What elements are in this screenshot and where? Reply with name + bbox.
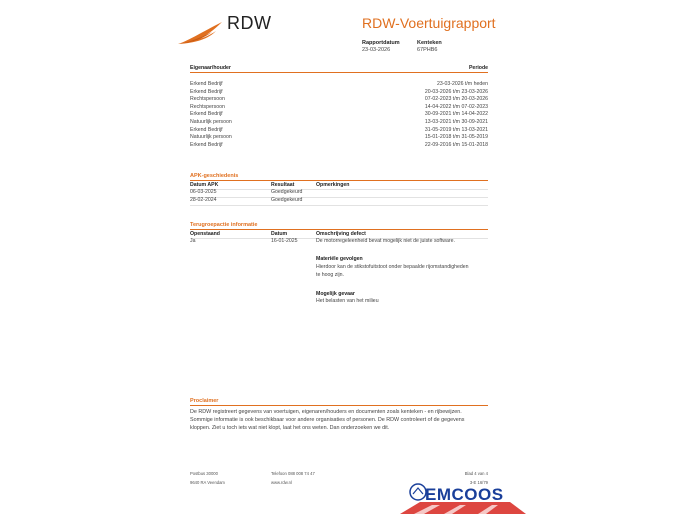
owners-col-right: Periode: [468, 65, 488, 71]
stamp-text: EMCOOS: [425, 485, 504, 504]
owner-period: 23-03-2026 t/m heden: [436, 81, 488, 87]
table-row: [190, 104, 488, 112]
footer-code: 3-E 16/79: [469, 480, 488, 485]
apk-title-rule: [190, 180, 488, 181]
owner-period: 13-03-2021 t/m 30-09-2021: [424, 118, 488, 125]
recall-date: 16-01-2025: [271, 238, 298, 244]
owner-period: 30-09-2021 t/m 14-04-2022: [424, 111, 488, 118]
recall-col-desc: Omschrijving defect: [316, 231, 366, 237]
consequences-line-1: Hierdoor kan de stikstofuitstoot onder bepaalde rijomstandigheden: [316, 264, 469, 270]
brand-name: RDW: [227, 13, 272, 33]
disclaimer-rule: [190, 405, 488, 406]
owner-type: Erkend Bedrijf: [190, 81, 223, 87]
footer-postbus: Postbus 30000: [190, 471, 218, 476]
recall-desc: De motorregeleenheid bevat mogelijk niet de juiste software.: [316, 238, 455, 244]
footer-city: 9640 RA Veendam: [190, 480, 225, 485]
disclaimer-line-1: De RDW registreert gegevens van voertuigen, eigenaren/houders en documenten zoals kenteken - en rijbewijzen.: [190, 409, 462, 415]
recall-col-date: Datum: [271, 231, 288, 237]
emcoos-stamp-logo: [400, 482, 526, 514]
apk-row-date: 28-02-2024: [190, 197, 217, 203]
document-title: RDW-Voertuigrapport: [362, 15, 496, 31]
owner-type: Natuurlijk persoon: [190, 118, 232, 125]
disclaimer-line-3: kloppen. Ziet u toch iets wat niet klopt, laat het ons weten. Dan onderzoeken we dit.: [190, 425, 390, 431]
consequences-title: Materiële gevolgen: [316, 256, 363, 262]
owner-period: 20-03-2026 t/m 23-03-2026: [424, 88, 488, 95]
owner-period: 31-05-2019 t/m 13-03-2021: [424, 126, 488, 133]
apk-col-result: Resultaat: [271, 182, 295, 188]
apk-section-title: APK-geschiedenis: [190, 173, 239, 179]
apk-row-divider: [190, 197, 488, 198]
table-row: [190, 142, 488, 150]
danger-title: Mogelijk gevaar: [316, 291, 355, 297]
disclaimer-title: Proclaimer: [190, 398, 219, 404]
apk-row-date: 06-03-2025: [190, 189, 217, 195]
plate-label: Kenteken: [417, 40, 442, 46]
owners-header-rule: [190, 72, 488, 73]
recall-title-rule: [190, 229, 488, 230]
consequences-line-2: te hoog zijn.: [316, 272, 344, 278]
rdw-wing-logo: [176, 20, 224, 46]
owner-period: 15-01-2018 t/m 31-05-2019: [424, 134, 488, 141]
recall-open: Ja: [190, 238, 196, 244]
owner-type: Erkend Bedrijf: [190, 111, 223, 118]
footer-phone: Telefoon 088 008 74 47: [271, 471, 315, 476]
disclaimer-line-2: Sommige informatie is ook beschikbaar voor andere organisaties of personen. De RDW controleert of de gegevens: [190, 417, 465, 423]
owner-type: Natuurlijk persoon: [190, 134, 232, 141]
owner-period: 22-09-2016 t/m 15-01-2018: [424, 141, 488, 148]
owner-type: Erkend Bedrijf: [190, 88, 223, 95]
apk-col-date: Datum APK: [190, 182, 219, 188]
owner-type: Rechtspersoon: [190, 103, 225, 110]
plate-value: 67PHB6: [417, 47, 438, 53]
table-row: [190, 119, 488, 127]
table-row: [190, 127, 488, 135]
owner-type: Erkend Bedrijf: [190, 141, 223, 148]
footer-web: www.rdw.nl: [271, 480, 292, 485]
apk-row-result: Goedgekeurd: [271, 189, 303, 195]
table-row: [190, 134, 488, 142]
table-row: [190, 89, 488, 97]
recall-col-open: Openstaand: [190, 231, 220, 237]
owners-col-left: Eigenaar/houder: [190, 65, 231, 71]
owner-period: 14-04-2022 t/m 07-02-2023: [424, 103, 488, 110]
owner-type: Rechtspersoon: [190, 96, 225, 103]
apk-header-divider: [190, 189, 488, 190]
report-date-label: Rapportdatum: [362, 40, 400, 46]
table-row: [190, 81, 488, 89]
report-date-value: 23-03-2026: [362, 47, 391, 53]
apk-row-result: Goedgekeurd: [271, 197, 303, 203]
danger-text: Het belasten van het milieu: [316, 298, 379, 304]
table-row: [190, 111, 488, 119]
apk-row-divider: [190, 205, 488, 206]
owner-period: 07-02-2023 t/m 20-03-2026: [424, 96, 488, 103]
table-row: [190, 96, 488, 104]
owner-type: Erkend Bedrijf: [190, 126, 223, 133]
apk-col-notes: Opmerkingen: [316, 182, 350, 188]
footer-page: Blad 4 van 4: [464, 471, 488, 476]
recall-section-title: Terugroepactie informatie: [190, 222, 258, 228]
owners-table: [190, 81, 488, 149]
